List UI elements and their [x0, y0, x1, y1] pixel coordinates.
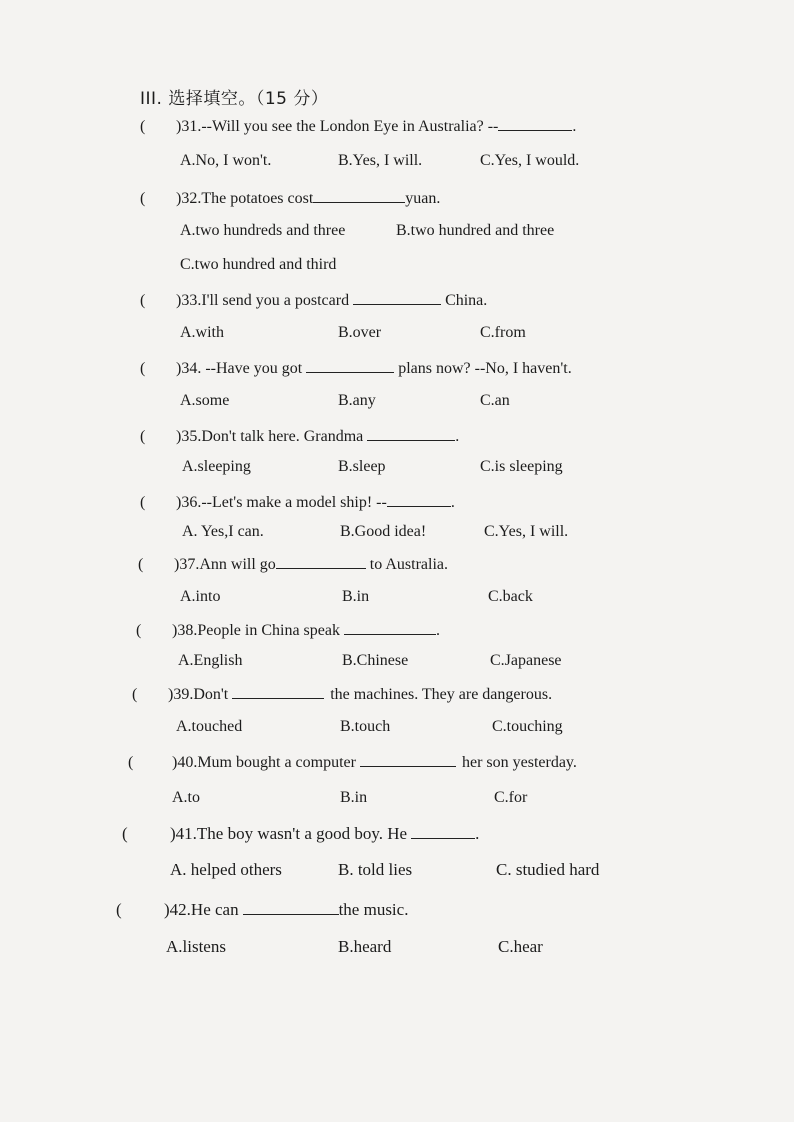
question-text: )42.He can — [164, 900, 239, 919]
option-b[interactable]: B.Good idea! — [340, 523, 427, 540]
answer-blank[interactable] — [313, 188, 405, 203]
option-a[interactable]: A.touched — [176, 718, 243, 735]
question-text: )38.People in China speak — [172, 622, 340, 639]
question-34 — [140, 358, 572, 378]
question-text-after: . — [572, 118, 577, 135]
option-c[interactable]: C.from — [480, 324, 526, 341]
option-a[interactable]: A.some — [180, 392, 230, 409]
answer-blank[interactable] — [387, 492, 451, 507]
question-text-after: the machines. They are dangerous. — [330, 686, 553, 703]
option-c[interactable]: C. studied hard — [496, 860, 600, 879]
option-a[interactable]: A.with — [180, 324, 224, 341]
option-c[interactable]: C.an — [480, 392, 510, 409]
answer-blank[interactable] — [232, 684, 324, 699]
question-text-after: . — [475, 824, 480, 843]
option-b[interactable]: B.any — [338, 392, 376, 409]
answer-paren: ( — [140, 292, 146, 309]
option-a[interactable]: A.into — [180, 588, 221, 605]
question-text-after: plans now? --No, I haven't. — [398, 360, 572, 377]
option-c[interactable]: C.two hundred and third — [180, 256, 337, 273]
question-text-after: . — [435, 622, 440, 639]
answer-paren: ( — [136, 622, 142, 639]
question-text: )32.The potatoes cost — [176, 190, 314, 207]
question-39 — [132, 684, 552, 704]
answer-blank[interactable] — [353, 290, 441, 305]
option-a[interactable]: A. Yes,I can. — [182, 523, 264, 540]
question-36 — [140, 492, 455, 512]
answer-paren: ( — [128, 754, 134, 771]
answer-blank[interactable] — [360, 752, 456, 767]
option-b[interactable]: B.over — [338, 324, 382, 341]
option-c[interactable]: C.Yes, I will. — [484, 523, 569, 540]
option-c[interactable]: C.back — [488, 588, 533, 605]
option-b[interactable]: B.Chinese — [342, 652, 409, 669]
answer-paren: ( — [116, 900, 122, 919]
question-40 — [128, 752, 577, 772]
question-text-after: the music. — [338, 900, 409, 919]
answer-paren: ( — [132, 686, 138, 703]
question-31 — [140, 116, 576, 136]
question-text-after: to Australia. — [369, 556, 448, 573]
answer-paren: ( — [140, 190, 146, 207]
question-text-after: China. — [445, 292, 488, 309]
question-41 — [122, 824, 479, 844]
question-text: )39.Don't — [168, 686, 229, 703]
question-text: )37.Ann will go — [174, 556, 276, 573]
option-c[interactable]: C.for — [494, 789, 528, 806]
question-text-after: . — [455, 428, 460, 445]
option-b[interactable]: B.heard — [338, 937, 392, 956]
option-a[interactable]: A.sleeping — [182, 458, 251, 475]
option-b[interactable]: B.sleep — [338, 458, 386, 475]
answer-paren: ( — [140, 118, 146, 135]
answer-paren: ( — [138, 556, 144, 573]
answer-blank[interactable] — [276, 554, 366, 569]
option-a[interactable]: A.listens — [166, 937, 226, 956]
option-a[interactable]: A.No, I won't. — [180, 152, 272, 169]
answer-paren: ( — [140, 428, 146, 445]
option-a[interactable]: A.English — [178, 652, 243, 669]
question-35 — [140, 426, 459, 446]
option-c[interactable]: C.hear — [498, 937, 543, 956]
question-text: )34. --Have you got — [176, 360, 303, 377]
option-c[interactable]: C.Japanese — [490, 652, 562, 669]
answer-paren: ( — [140, 494, 146, 511]
option-b[interactable]: B.touch — [340, 718, 391, 735]
answer-paren: ( — [140, 360, 146, 377]
question-38 — [136, 620, 440, 640]
question-text: )40.Mum bought a computer — [172, 754, 356, 771]
answer-blank[interactable] — [306, 358, 394, 373]
option-c[interactable]: C.is sleeping — [480, 458, 563, 475]
question-text-after: her son yesterday. — [461, 754, 577, 771]
option-b[interactable]: B.Yes, I will. — [338, 152, 423, 169]
question-text: )35.Don't talk here. Grandma — [176, 428, 364, 445]
answer-paren: ( — [122, 824, 128, 843]
option-a[interactable]: A. helped others — [170, 860, 282, 879]
answer-blank[interactable] — [344, 620, 436, 635]
question-32 — [140, 188, 440, 208]
option-c[interactable]: C.Yes, I would. — [480, 152, 580, 169]
option-a[interactable]: A.to — [172, 789, 200, 806]
question-33 — [140, 290, 487, 310]
question-text: )33.I'll send you a postcard — [176, 292, 350, 309]
option-b[interactable]: B. told lies — [338, 860, 413, 879]
answer-blank[interactable] — [367, 426, 455, 441]
section-title: III. 选择填空。（15 分） — [140, 89, 329, 109]
question-text-after: . — [450, 494, 455, 511]
option-b[interactable]: B.two hundred and three — [396, 222, 555, 239]
question-text: )31.--Will you see the London Eye in Australia? -- — [176, 118, 499, 135]
question-text: )36.--Let's make a model ship! -- — [176, 494, 387, 511]
option-c[interactable]: C.touching — [492, 718, 563, 735]
answer-blank[interactable] — [411, 824, 475, 839]
question-37 — [138, 554, 448, 574]
option-a[interactable]: A.two hundreds and three — [180, 222, 346, 239]
answer-blank[interactable] — [243, 900, 339, 915]
option-b[interactable]: B.in — [342, 588, 370, 605]
answer-blank[interactable] — [498, 116, 572, 131]
question-text: )41.The boy wasn't a good boy. He — [170, 824, 408, 843]
question-text-after: yuan. — [405, 190, 441, 207]
question-42 — [116, 900, 408, 920]
option-b[interactable]: B.in — [340, 789, 368, 806]
